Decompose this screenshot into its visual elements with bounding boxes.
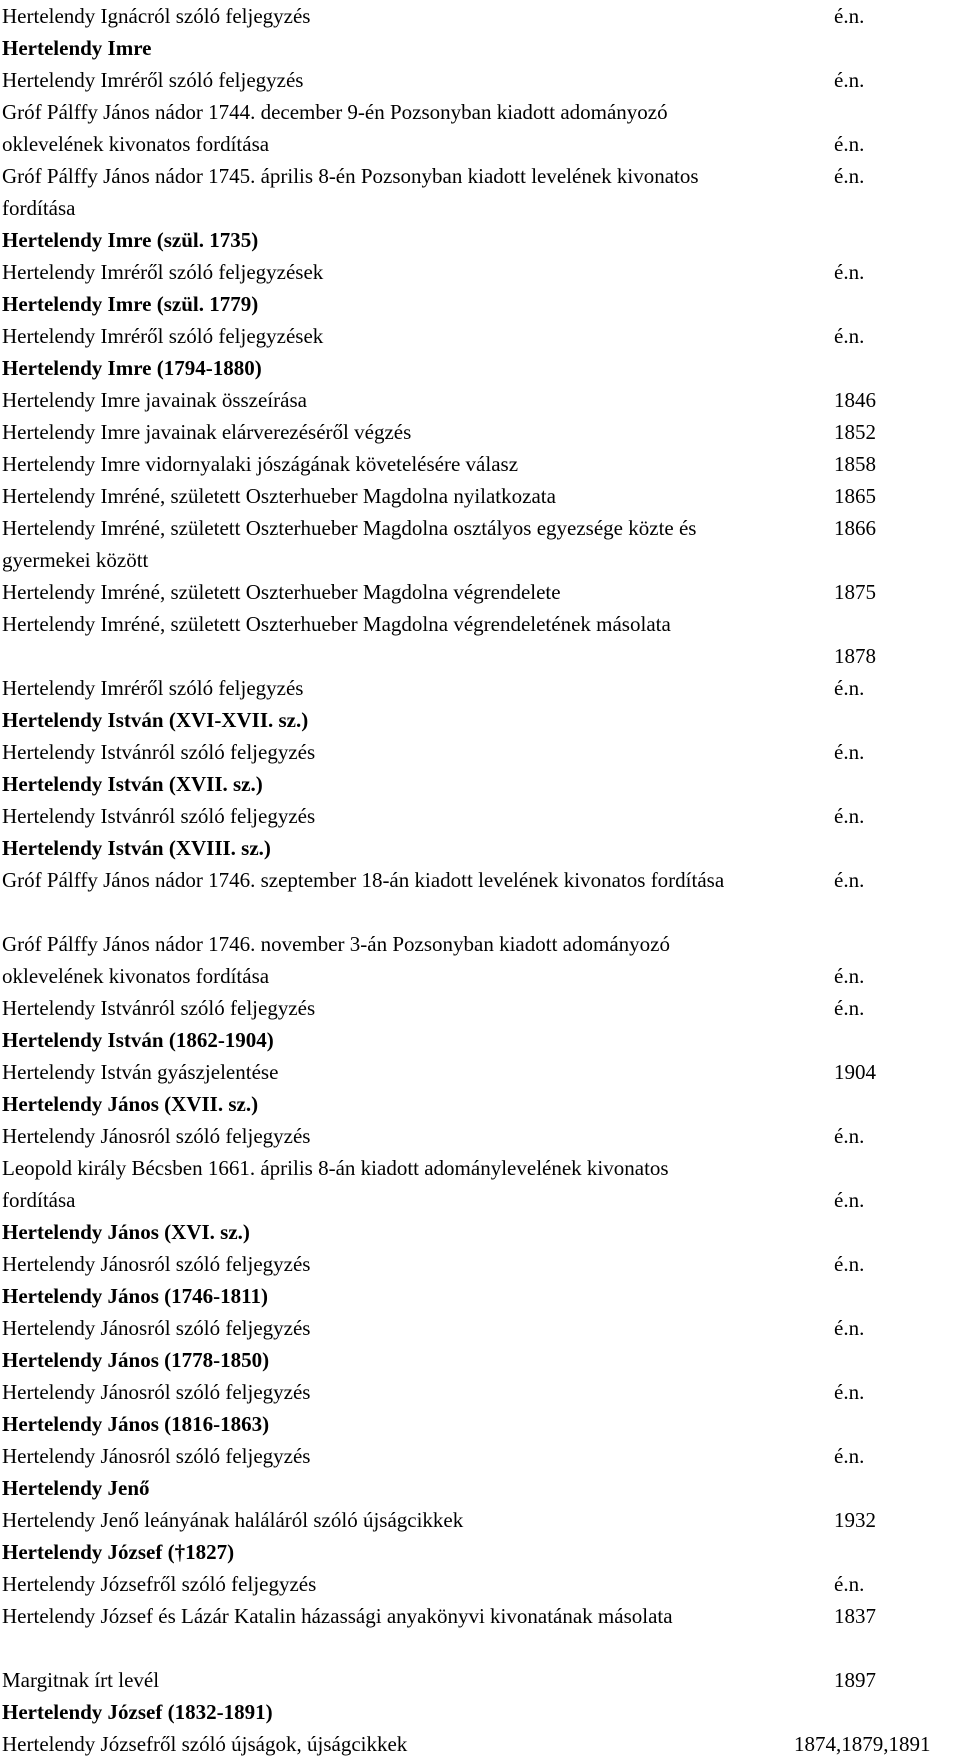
document-entry: [0, 576, 960, 608]
entry-title: Gróf Pálffy János nádor 1745. április 8-én Pozsonyban kiadott levelének kivonatos fordítása: [2, 164, 699, 220]
document-entry: [0, 1664, 960, 1696]
entry-date: é.n.: [834, 1252, 865, 1276]
section-heading: Hertelendy Imre: [2, 36, 152, 60]
section-heading: Hertelendy Imre (szül. 1735): [2, 228, 259, 252]
section-heading: Hertelendy Imre (szül. 1779): [2, 292, 259, 316]
entry-title: Hertelendy Imre vidornyalaki jószágának követelésére válasz: [2, 452, 519, 476]
entry-date: é.n.: [834, 1444, 865, 1468]
entry-title: Hertelendy Imréné, született Oszterhueber Magdolna nyilatkozata: [2, 484, 556, 508]
document-entry: [0, 1376, 960, 1408]
document-entry: [0, 1728, 960, 1760]
entry-date: é.n.: [834, 1188, 865, 1212]
entry-title: Hertelendy István gyászjelentése: [2, 1060, 279, 1084]
section-heading: Hertelendy István (1862-1904): [2, 1028, 274, 1052]
entry-date: é.n.: [834, 4, 865, 28]
document-entry: [0, 96, 960, 160]
entry-date: é.n.: [834, 1316, 865, 1340]
document-entry: [0, 800, 960, 832]
entry-title: Gróf Pálffy János nádor 1746. november 3-án Pozsonyban kiadott adományozó oklevelének kivonatos fordítása: [2, 932, 670, 988]
document-entry: [0, 928, 960, 992]
document-entry: [0, 1312, 960, 1344]
section-heading: Hertelendy János (XVII. sz.): [2, 1092, 259, 1116]
entry-title: Leopold király Bécsben 1661. április 8-án kiadott adománylevelének kivonatos fordítása: [2, 1156, 669, 1212]
document-entry: [0, 1440, 960, 1472]
section-heading: Hertelendy Jenő: [2, 1476, 150, 1500]
document-entry: [0, 1120, 960, 1152]
document-entry: [0, 256, 960, 288]
entry-date: é.n.: [834, 132, 865, 156]
entry-date: 1865: [834, 484, 876, 508]
entry-date: 1837: [834, 1604, 876, 1628]
document-entry: [0, 512, 960, 576]
entry-title: Hertelendy Imréné, született Oszterhueber Magdolna osztályos egyezsége közte és gyermekei között: [2, 516, 697, 572]
section-heading: Hertelendy János (1778-1850): [2, 1348, 270, 1372]
entry-title: Hertelendy Istvánról szóló feljegyzés: [2, 804, 316, 828]
entry-title: Gróf Pálffy János nádor 1744. december 9-én Pozsonyban kiadott adományozó oklevelének kivonatos fordítása: [2, 100, 668, 156]
section-heading: Hertelendy József (†1827): [2, 1540, 235, 1564]
entry-title: Hertelendy Imre javainak elárverezéséről végzés: [2, 420, 412, 444]
entry-title: Hertelendy Jánosról szóló feljegyzés: [2, 1444, 311, 1468]
document-entry: [0, 1056, 960, 1088]
entry-date: é.n.: [834, 804, 865, 828]
section-heading: Hertelendy József (1832-1891): [2, 1700, 273, 1724]
entry-title: Hertelendy Imre javainak összeírása: [2, 388, 307, 412]
section-heading: Hertelendy István (XVIII. sz.): [2, 836, 271, 860]
entry-date: 1897: [834, 1668, 876, 1692]
entry-title: Hertelendy Jánosról szóló feljegyzés: [2, 1316, 311, 1340]
document-entry: [0, 608, 960, 672]
document-entry: [0, 864, 960, 928]
entry-date: é.n.: [834, 676, 865, 700]
entry-date: 1932: [834, 1508, 876, 1532]
document-entry: [0, 448, 960, 480]
entry-date: é.n.: [834, 68, 865, 92]
section-heading: Hertelendy István (XVII. sz.): [2, 772, 263, 796]
entry-title: Hertelendy Józsefről szóló újságok, újságcikkek: [2, 1732, 408, 1756]
section-heading: Hertelendy János (XVI. sz.): [2, 1220, 250, 1244]
entry-date: 1904: [834, 1060, 876, 1084]
entry-title: Hertelendy Istvánról szóló feljegyzés: [2, 740, 316, 764]
entry-title: Gróf Pálffy János nádor 1746. szeptember 18-án kiadott levelének kivonatos fordítása: [2, 868, 725, 892]
entry-date: é.n.: [834, 1380, 865, 1404]
document-entry: [0, 992, 960, 1024]
entry-title: Hertelendy Imréről szóló feljegyzések: [2, 324, 324, 348]
document-entry: [0, 64, 960, 96]
entry-date: 1878: [834, 644, 876, 668]
entry-date: é.n.: [834, 164, 865, 188]
entry-title: Hertelendy Imréről szóló feljegyzés: [2, 676, 304, 700]
entry-title: Hertelendy Imréről szóló feljegyzések: [2, 260, 324, 284]
entry-title: Hertelendy Jenő leányának haláláról szóló újságcikkek: [2, 1508, 464, 1532]
document-entry: [0, 1152, 960, 1216]
entry-date: é.n.: [834, 964, 865, 988]
entry-date: é.n.: [834, 1572, 865, 1596]
document-entry: [0, 672, 960, 704]
entry-date: é.n.: [834, 260, 865, 284]
entry-title: Hertelendy Imréről szóló feljegyzés: [2, 68, 304, 92]
entry-date: 1852: [834, 420, 876, 444]
document-entry: [0, 480, 960, 512]
document-entry: [0, 1248, 960, 1280]
document-entry: [0, 0, 960, 32]
section-heading: Hertelendy János (1746-1811): [2, 1284, 268, 1308]
entry-date: é.n.: [834, 740, 865, 764]
section-heading: Hertelendy Imre (1794-1880): [2, 356, 262, 380]
document-entry: [0, 416, 960, 448]
entry-date: 1846: [834, 388, 876, 412]
document-entry: [0, 384, 960, 416]
document-entry: [0, 1568, 960, 1600]
document-entry: [0, 320, 960, 352]
entry-title: Hertelendy Jánosról szóló feljegyzés: [2, 1252, 311, 1276]
document-entry: [0, 1504, 960, 1536]
entry-date: é.n.: [834, 868, 865, 892]
entry-date: 1875: [834, 580, 876, 604]
document-entry: [0, 160, 960, 224]
entry-date: 1866: [834, 516, 876, 540]
entry-date: é.n.: [834, 324, 865, 348]
entry-title: Hertelendy Jánosról szóló feljegyzés: [2, 1124, 311, 1148]
entry-title: Hertelendy Jánosról szóló feljegyzés: [2, 1380, 311, 1404]
entry-date: é.n.: [834, 996, 865, 1020]
entry-title: Hertelendy Imréné, született Oszterhueber Magdolna végrendelete: [2, 580, 561, 604]
entry-title: Hertelendy Istvánról szóló feljegyzés: [2, 996, 316, 1020]
entry-title: Hertelendy Ignácról szóló feljegyzés: [2, 4, 311, 28]
entry-title: Margitnak írt levél: [2, 1668, 160, 1692]
entry-title: Hertelendy Józsefről szóló feljegyzés: [2, 1572, 317, 1596]
section-heading: Hertelendy István (XVI-XVII. sz.): [2, 708, 309, 732]
entry-date: 1858: [834, 452, 876, 476]
document-entry: [0, 736, 960, 768]
entry-date: é.n.: [834, 1124, 865, 1148]
document-entry: [0, 1600, 960, 1664]
entry-title: Hertelendy József és Lázár Katalin házassági anyakönyvi kivonatának másolata: [2, 1604, 673, 1628]
entry-date: 1874,1879,1891: [794, 1732, 931, 1756]
entry-title: Hertelendy Imréné, született Oszterhueber Magdolna végrendeletének másolata: [2, 612, 671, 636]
section-heading: Hertelendy János (1816-1863): [2, 1412, 270, 1436]
